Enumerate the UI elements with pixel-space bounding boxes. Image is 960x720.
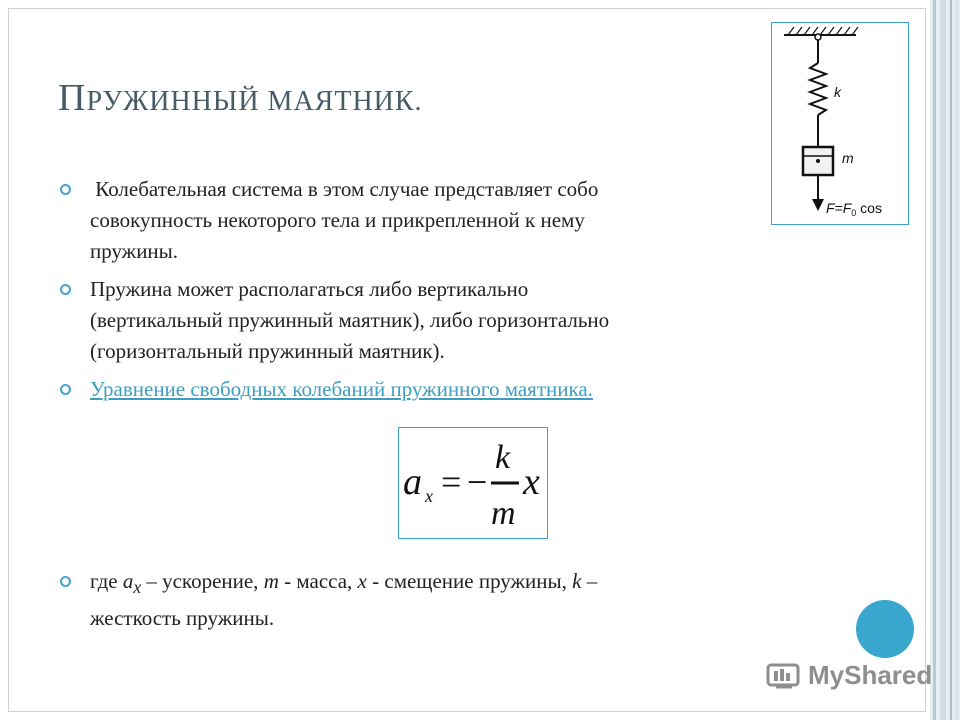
bullet-4-line-2: жесткость пружины. [90, 606, 275, 631]
bullet-4-line-1: где $a_x$ – ускорение, m - масса, x - смещение пружины, k – [90, 569, 598, 598]
bullet-2 [90, 274, 830, 367]
formula-minus: − [467, 462, 488, 502]
formula-box [398, 427, 548, 539]
bullet-1-line-3: пружины. [90, 239, 179, 263]
formula-denominator: m [491, 495, 516, 532]
bullet-4 [90, 566, 810, 634]
bullet-icon [60, 384, 71, 395]
formula-eq: = [441, 462, 462, 502]
formula-lhs-sub: x [425, 486, 433, 506]
bullet-icon [60, 184, 71, 195]
bullet-icon [60, 576, 71, 587]
bullet-1-line-2: совокупность некоторого тела и прикрепленной к нему [90, 208, 585, 232]
bullet-2-line-3: (горизонтальный пружинный маятник). [90, 339, 445, 363]
spring-pendulum-diagram [771, 22, 909, 225]
bullet-1-line-1: Колебательная система в этом случае представляет собо [90, 177, 599, 201]
diagram-force-label: $F=F_0$ cos [826, 200, 882, 218]
bullet-1 [90, 174, 790, 267]
myshared-watermark-text: MyShared [808, 660, 933, 690]
title-initial: П [58, 77, 87, 119]
slide-title [58, 76, 423, 120]
equation-link[interactable]: Уравнение свободных колебаний пружинного маятника. [90, 377, 593, 401]
diagram-k-label: k [834, 84, 841, 100]
bullet-2-line-2: (вертикальный пружинный маятник), либо горизонтально [90, 308, 610, 332]
formula-lhs: a [403, 461, 422, 503]
formula-image [399, 428, 547, 538]
spring-diagram-image [772, 23, 908, 224]
title-rest: РУЖИННЫЙ МАЯТНИК. [86, 86, 423, 117]
bullet-icon [60, 284, 71, 295]
bullet-3 [90, 374, 593, 405]
bullet-2-line-1: Пружина может располагаться либо вертикально [90, 277, 529, 301]
right-stripes-decoration [930, 0, 960, 720]
spring [810, 63, 826, 115]
formula-numerator: k [495, 439, 511, 476]
diagram-m-label: m [842, 150, 854, 166]
formula-var: x [523, 461, 540, 503]
decorative-circle [856, 600, 914, 658]
